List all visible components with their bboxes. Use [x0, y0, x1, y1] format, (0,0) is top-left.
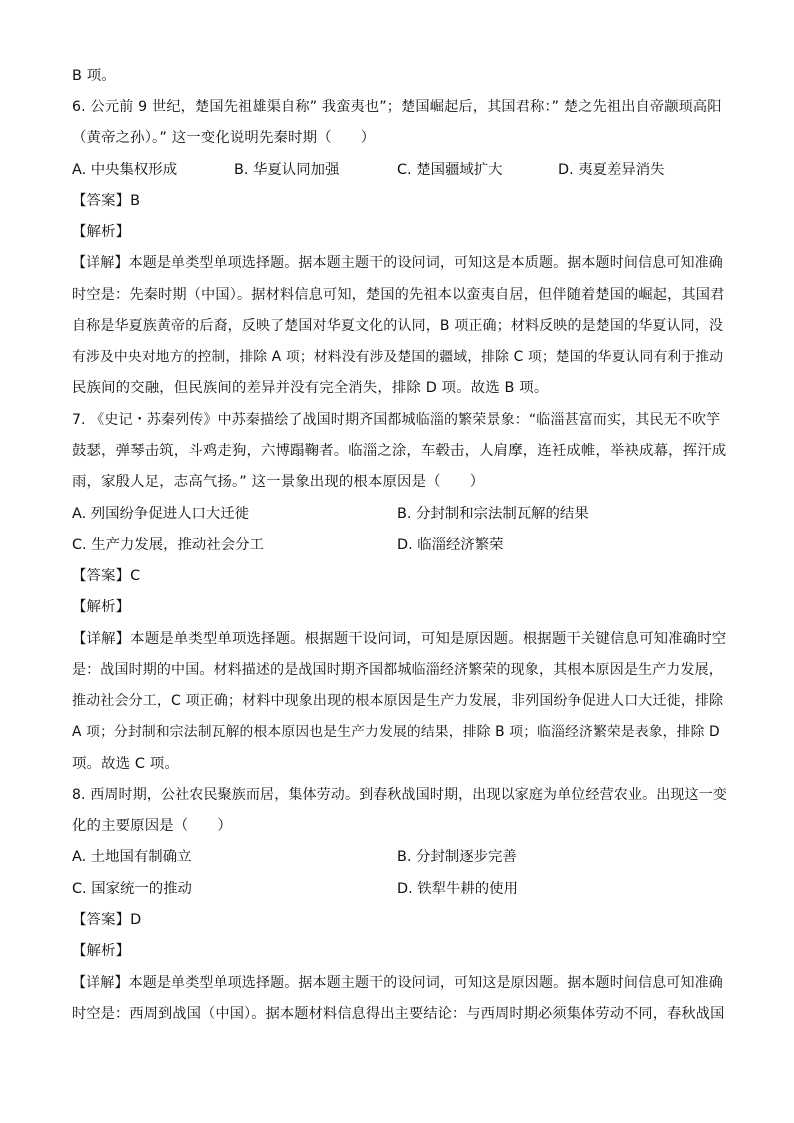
question-7-answer: 【答案】C	[72, 568, 141, 584]
question-6-option-a: A. 中央集权形成	[72, 162, 178, 178]
question-6-stem-line-2: （黄帝之孙）。” 这一变化说明先秦时期（ ）	[72, 130, 376, 146]
question-6-explanation-line-2: 时空是：先秦时期（中国）。据材料信息可知，楚国的先祖本以蛮夷自居，但伴随着楚国的崛起，其国君	[72, 287, 725, 303]
question-8-option-d: D. 铁犁牛耕的使用	[397, 881, 518, 897]
question-7-stem-line-1: 7. 《史记・苏秦列传》中苏秦描绘了战国时期齐国都城临淄的繁荣景象：“临淄甚富而实，其民无不吹竽	[72, 412, 721, 428]
question-6-analysis-heading: 【解析】	[72, 224, 131, 240]
question-7-stem-line-3: 雨，家殷人足，志高气扬。” 这一景象出现的根本原因是（ ）	[72, 474, 485, 490]
question-7-explanation-line-3: 推动社会分工，C 项正确；材料中现象出现的根本原因是生产力发展，非列国纷争促进人口大迁徙，排除	[72, 693, 724, 709]
question-8-explanation-line-2: 时空是：西周到战国（中国）。据本题材料信息得出主要结论：与西周时期必须集体劳动不同，春秋战国	[72, 1006, 725, 1022]
question-7-option-c: C. 生产力发展，推动社会分工	[72, 537, 264, 553]
question-8-option-c: C. 国家统一的推动	[72, 881, 192, 897]
question-7-explanation-line-4: A 项；分封制和宗法制瓦解的根本原因也是生产力发展的结果，排除 B 项；临淄经济繁荣是表象，排除 D	[72, 724, 720, 740]
question-8-answer: 【答案】D	[72, 912, 142, 928]
question-8-stem-line-2: 化的主要原因是（ ）	[72, 818, 232, 834]
question-6-stem-line-1: 6. 公元前 9 世纪，楚国先祖雄渠自称” 我蛮夷也”；楚国崛起后，其国君称：” 楚之先祖出自帝颛顼高阳	[72, 99, 722, 115]
question-7-option-d: D. 临淄经济繁荣	[397, 537, 504, 553]
question-8-stem-line-1: 8. 西周时期，公社农民聚族而居，集体劳动。到春秋战国时期，出现以家庭为单位经营农业。出现这一变	[72, 787, 728, 803]
question-6-explanation-line-4: 有涉及中央对地方的控制，排除 A 项；材料没有涉及楚国的疆域，排除 C 项；楚国的华夏认同有利于推动	[72, 349, 724, 365]
question-6-option-b: B. 华夏认同加强	[234, 162, 340, 178]
question-7-explanation-line-5: 项。故选 C 项。	[72, 756, 179, 772]
question-6-explanation-line-1: 【详解】本题是单类型单项选择题。据本题主题干的设问词，可知这是本质题。据本题时间信息可知准确	[72, 255, 723, 271]
question-7-stem-line-2: 鼓瑟，弹琴击筑，斗鸡走狗，六博蹋鞠者。临淄之涂，车毂击，人肩摩，连衽成帷，举袂成幕，挥汗成	[72, 443, 727, 459]
question-8-option-b: B. 分封制逐步完善	[397, 849, 517, 865]
previous-answer-tail: B 项。	[72, 68, 116, 84]
question-6-option-c: C. 楚国疆域扩大	[397, 162, 503, 178]
question-6-explanation-line-5: 民族间的交融，但民族间的差异并没有完全消失，排除 D 项。故选 B 项。	[72, 380, 549, 396]
question-8-explanation-line-1: 【详解】本题是单类型单项选择题。据本题主题干的设问词，可知这是原因题。据本题时间信息可知准确	[72, 975, 723, 991]
question-6-explanation-line-3: 自称是华夏族黄帝的后裔，反映了楚国对华夏文化的认同，B 项正确；材料反映的是楚国的华夏认同，没	[72, 318, 724, 334]
question-7-explanation-line-2: 是：战国时期的中国。材料描述的是战国时期齐国都城临淄经济繁荣的现象，其根本原因是生产力发展，	[72, 662, 723, 678]
question-7-analysis-heading: 【解析】	[72, 599, 131, 615]
question-6-answer: 【答案】B	[72, 193, 141, 209]
question-6-option-d: D. 夷夏差异消失	[558, 162, 665, 178]
question-8-option-a: A. 土地国有制确立	[72, 849, 192, 865]
question-7-option-b: B. 分封制和宗法制瓦解的结果	[397, 506, 589, 522]
question-8-analysis-heading: 【解析】	[72, 943, 131, 959]
question-7-option-a: A. 列国纷争促进人口大迁徙	[72, 506, 250, 522]
question-7-explanation-line-1: 【详解】本题是单类型单项选择题。根据题干设问词，可知是原因题。根据题干关键信息可知准确时空	[72, 631, 727, 647]
